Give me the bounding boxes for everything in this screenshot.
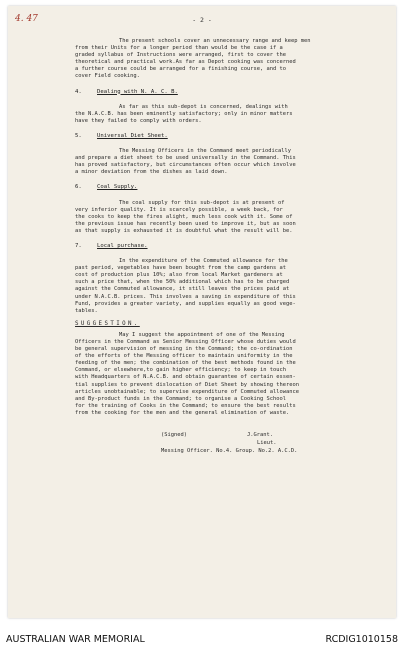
section-number: 6. <box>75 184 82 191</box>
section-number: 7. <box>75 242 82 249</box>
section-number: 4. <box>75 88 82 95</box>
archive-record-id: RCDIG1010158 <box>325 634 398 645</box>
page-number: - 2 - <box>192 16 212 24</box>
archive-name: AUSTRALIAN WAR MEMORIAL <box>6 634 145 645</box>
suggestion-heading: SUGGESTION. <box>75 320 140 327</box>
reference-mark: 4. 47 <box>15 14 38 24</box>
suggestion-body: May I suggest the appointment of one of the Messing Officers in the Command as Senior Messing Officer whose duties would be general supervision of messing in the Command; the co-ordination of the efforts of the Messing officer to maintain uniformity in the feeding of the men; the combination of the best methods found in the Command, or elsewhere,to gain higher efficiency; to keep in touch with Headquarters of N.A.C.B. and obtain guarantee of certain essen- tial supplies to prevent dislocation of Diet Sheet by showing thereon articles unobtainable; to supervise expenditure of Commuted allowance and By-product funds in the Command; to organise a Cooking School for the training of Cooks in the Command; to ensure the best results from the cooking for the men and the general elimination of waste. <box>75 331 299 416</box>
section-title: Local purchase. <box>97 242 148 249</box>
signed-label: (Signed) <box>161 432 187 439</box>
signature-block <box>75 431 373 455</box>
archive-footer <box>0 630 404 654</box>
signatory-title: Messing Officer. No.4. Group. No.2. A.C.D. <box>161 448 298 455</box>
document-page <box>8 6 396 618</box>
section-heading <box>75 133 373 140</box>
section-body: The coal supply for this sub-depot is at present of very inferior quality. It is scarcely possible, a week back, for the cooks to keep the fires alight, much less cook with it. Some of the previous issue has recently been used to improve it, but as soon as that supply is exhausted it is doubtful what the result will be. <box>75 199 296 234</box>
document-body <box>75 38 373 455</box>
section-title: Dealing with N. A. C. B. <box>97 88 178 95</box>
section-body: The Messing Officers in the Command meet periodically and prepare a diet sheet to be used universally in the Command. This has proved satisfactory, but circumstances often occur which involve a minor deviation from the dishes as laid down. <box>75 148 296 176</box>
section-body: As far as this sub-depot is concerned, dealings with the N.A.C.B. has been eminently satisfactory; only in minor matters have they failed to comply with orders. <box>75 103 293 124</box>
section-title: Coal Supply. <box>97 184 138 191</box>
section-heading <box>75 243 373 250</box>
opening-paragraph: The present schools cover an unnecessary range and keep men from their Units for a longer period than would be the case if a graded syllabus of Instructions were arranged, first to cover the theoretical and practical work.As far as Depot cooking was concerned a further course could be arranged for a finishing course, and to cover Field cooking. <box>75 38 311 80</box>
signatory-rank: Lieut. <box>257 440 277 447</box>
section-heading <box>75 184 373 191</box>
section-body: In the expenditure of the Commuted allowance for the past period, vegetables have been bought from the camp gardens at cost of production plus 10%; also from local Market gardeners at such a price that, when the 50% additional which has to be charged against the Commuted allowance, it still leaves the prices paid at under N.A.C.B. prices. This involves a saving in expenditure of this Fund, provides a greater variety, and supplies equally as good vege- tables. <box>75 258 296 314</box>
section-number: 5. <box>75 132 82 139</box>
signatory-name: J.Grant. <box>247 432 273 439</box>
section-heading <box>75 89 373 96</box>
section-title: Universal Diet Sheet. <box>97 132 168 139</box>
